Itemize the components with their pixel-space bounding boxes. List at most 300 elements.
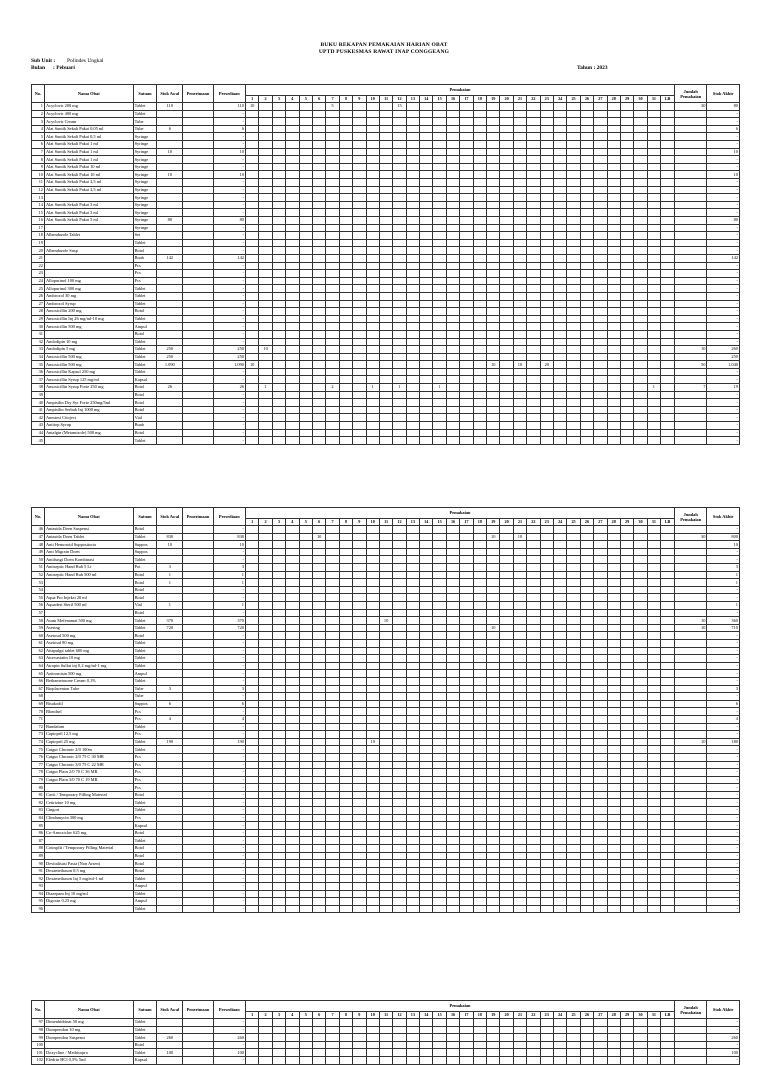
row-number: 64 (32, 662, 45, 670)
daily-usage-cell (272, 753, 285, 761)
daily-usage-cell (487, 860, 500, 868)
daily-usage-cell (540, 141, 553, 149)
daily-usage-cell (353, 391, 366, 399)
daily-usage-cell (353, 300, 366, 308)
daily-usage-cell (446, 1034, 459, 1042)
row-number: 87 (32, 837, 45, 845)
daily-usage-cell (553, 814, 566, 822)
daily-usage-cell (299, 277, 312, 285)
daily-usage-cell (553, 338, 566, 346)
daily-usage-cell (406, 791, 419, 799)
daily-usage-cell (272, 323, 285, 331)
drug-unit: Botol (133, 330, 157, 338)
daily-usage-cell (339, 437, 352, 445)
daily-usage-cell (460, 700, 473, 708)
daily-usage-cell (460, 179, 473, 187)
closing-stock: - (707, 270, 740, 278)
daily-usage-cell (245, 232, 258, 240)
daily-usage-cell (594, 898, 607, 906)
daily-usage-cell (393, 353, 406, 361)
daily-usage-cell (245, 677, 258, 685)
daily-usage-cell (393, 1019, 406, 1027)
daily-usage-cell (420, 194, 433, 202)
daily-usage-cell (245, 429, 258, 437)
drug-unit: Syringe (133, 163, 157, 171)
daily-usage-cell (567, 209, 580, 217)
receipt (183, 300, 213, 308)
daily-usage-cell (513, 647, 526, 655)
daily-usage-cell (446, 376, 459, 384)
daily-usage-cell (594, 883, 607, 891)
drug-unit: Tablet (133, 746, 157, 754)
daily-usage-cell (379, 837, 392, 845)
daily-usage-cell (513, 602, 526, 610)
daily-usage-cell (620, 556, 633, 564)
daily-usage-cell (299, 209, 312, 217)
daily-usage-cell (473, 579, 486, 587)
daily-usage-cell (607, 753, 620, 761)
daily-usage-cell (553, 133, 566, 141)
daily-usage-cell (259, 632, 272, 640)
row-number: 17 (32, 224, 45, 232)
daily-usage-cell (580, 277, 593, 285)
daily-usage-cell (339, 399, 352, 407)
drug-name: Alat Suntik Sekali Pakai 0,05 ml (44, 125, 133, 133)
daily-usage-cell (580, 632, 593, 640)
daily-usage-cell (460, 346, 473, 354)
daily-usage-cell (634, 526, 647, 534)
daily-usage-cell (620, 807, 633, 815)
total-usage (675, 1049, 707, 1057)
daily-usage-cell (299, 118, 312, 126)
daily-usage-cell (580, 746, 593, 754)
daily-usage-cell (406, 708, 419, 716)
daily-usage-cell (661, 429, 675, 437)
daily-usage-cell (446, 330, 459, 338)
total-usage (675, 556, 707, 564)
daily-usage-cell (607, 179, 620, 187)
daily-usage-cell (460, 708, 473, 716)
daily-usage-cell (353, 609, 366, 617)
daily-usage-cell (594, 723, 607, 731)
daily-usage-cell (406, 822, 419, 830)
opening-stock: 720 (157, 624, 183, 632)
daily-usage-cell (527, 845, 540, 853)
daily-usage-cell (567, 769, 580, 777)
row-number: 12 (32, 186, 45, 194)
closing-stock: 3 (707, 564, 740, 572)
daily-usage-cell (339, 194, 352, 202)
daily-usage-cell (259, 579, 272, 587)
daily-usage-cell (540, 799, 553, 807)
daily-usage-cell (513, 429, 526, 437)
daily-usage-cell (500, 609, 513, 617)
opening-stock (157, 163, 183, 171)
daily-usage-cell (259, 118, 272, 126)
daily-usage-cell (312, 670, 325, 678)
daily-usage-cell (473, 209, 486, 217)
row-number: 74 (32, 738, 45, 746)
daily-usage-cell (500, 110, 513, 118)
daily-usage-cell (527, 647, 540, 655)
table-row (32, 141, 740, 149)
day-header: 29 (620, 1011, 633, 1019)
daily-usage-cell (473, 1034, 486, 1042)
daily-usage-cell (326, 746, 339, 754)
opening-stock (157, 224, 183, 232)
row-number: 81 (32, 791, 45, 799)
table-row (32, 655, 740, 663)
daily-usage-cell (366, 239, 379, 247)
daily-usage-cell (500, 814, 513, 822)
daily-usage-cell (299, 852, 312, 860)
daily-usage-cell (446, 807, 459, 815)
daily-usage-cell (379, 556, 392, 564)
daily-usage-cell (460, 905, 473, 913)
table-row (32, 125, 740, 133)
daily-usage-cell (433, 239, 446, 247)
daily-usage-cell (567, 541, 580, 549)
daily-usage-cell (312, 262, 325, 270)
daily-usage-cell (353, 376, 366, 384)
daily-usage-cell (353, 368, 366, 376)
daily-usage-cell (513, 148, 526, 156)
daily-usage-cell (634, 224, 647, 232)
closing-stock: 3 (707, 685, 740, 693)
daily-usage-cell (661, 883, 675, 891)
daily-usage-cell (553, 346, 566, 354)
daily-usage-cell (245, 141, 258, 149)
daily-usage-cell (379, 867, 392, 875)
total-usage (675, 437, 707, 445)
daily-usage-cell (420, 609, 433, 617)
day-header: 6 (312, 518, 325, 526)
daily-usage-cell (460, 391, 473, 399)
daily-usage-cell (580, 738, 593, 746)
daily-usage-cell (473, 685, 486, 693)
daily-usage-cell (607, 399, 620, 407)
daily-usage-cell (259, 141, 272, 149)
daily-usage-cell (620, 647, 633, 655)
opening-stock (157, 414, 183, 422)
daily-usage-cell (286, 791, 299, 799)
daily-usage-cell (540, 209, 553, 217)
daily-usage-cell (245, 685, 258, 693)
daily-usage-cell (379, 647, 392, 655)
daily-usage-cell (553, 308, 566, 316)
daily-usage-cell (473, 201, 486, 209)
usage-table (31, 507, 740, 913)
receipt (183, 270, 213, 278)
daily-usage-cell (594, 422, 607, 430)
daily-usage-cell (540, 602, 553, 610)
daily-usage-cell (594, 247, 607, 255)
daily-usage-cell (634, 247, 647, 255)
daily-usage-cell (393, 776, 406, 784)
daily-usage-cell (245, 533, 258, 541)
daily-usage-cell (326, 799, 339, 807)
daily-usage-cell (473, 224, 486, 232)
receipt (183, 753, 213, 761)
daily-usage-cell (272, 609, 285, 617)
daily-usage-cell (527, 753, 540, 761)
daily-usage-cell (473, 353, 486, 361)
daily-usage-cell (513, 414, 526, 422)
daily-usage-cell (473, 670, 486, 678)
daily-usage-cell (366, 346, 379, 354)
drug-name: Amoxicillin Syrup Forte 250 mg (44, 384, 133, 392)
daily-usage-cell (312, 753, 325, 761)
supply: - (213, 761, 245, 769)
daily-usage-cell (634, 353, 647, 361)
day-header: 29 (620, 518, 633, 526)
daily-usage-cell (607, 526, 620, 534)
daily-usage-cell (312, 761, 325, 769)
table-row (32, 429, 740, 437)
supply: 26 (213, 384, 245, 392)
daily-usage-cell (460, 845, 473, 853)
drug-name: Aqua Pro Injeksi 20 ml (44, 594, 133, 602)
day-header: 12 (393, 518, 406, 526)
daily-usage-cell (567, 670, 580, 678)
daily-usage-cell (379, 1019, 392, 1027)
daily-usage-cell (420, 769, 433, 777)
daily-usage-cell (594, 1041, 607, 1049)
daily-usage-cell (553, 883, 566, 891)
daily-usage-cell (286, 769, 299, 777)
daily-usage-cell (420, 338, 433, 346)
daily-usage-cell (339, 224, 352, 232)
daily-usage-cell (500, 723, 513, 731)
total-usage (675, 254, 707, 262)
daily-usage-cell (620, 292, 633, 300)
daily-usage-cell (353, 723, 366, 731)
daily-usage-cell (312, 867, 325, 875)
daily-usage-cell (580, 163, 593, 171)
daily-usage-cell (540, 125, 553, 133)
supply: - (213, 232, 245, 240)
total-usage (675, 700, 707, 708)
supply: - (213, 845, 245, 853)
daily-usage-cell (312, 171, 325, 179)
daily-usage-cell (594, 655, 607, 663)
daily-usage-cell (286, 814, 299, 822)
daily-usage-cell (634, 399, 647, 407)
drug-unit: Botol (133, 308, 157, 316)
daily-usage-cell (500, 270, 513, 278)
table-row (32, 898, 740, 906)
supply: - (213, 875, 245, 883)
daily-usage-cell (634, 1041, 647, 1049)
daily-usage-cell (272, 330, 285, 338)
receipt (183, 292, 213, 300)
daily-usage-cell (259, 548, 272, 556)
daily-usage-cell (513, 277, 526, 285)
daily-usage-cell (433, 148, 446, 156)
opening-stock (157, 526, 183, 534)
daily-usage-cell (433, 647, 446, 655)
daily-usage-cell (580, 247, 593, 255)
daily-usage-cell (272, 875, 285, 883)
daily-usage-cell (500, 330, 513, 338)
daily-usage-cell (540, 791, 553, 799)
daily-usage-cell (620, 533, 633, 541)
drug-unit: Syringe (133, 133, 157, 141)
daily-usage-cell (353, 640, 366, 648)
supply: - (213, 632, 245, 640)
daily-usage-cell (607, 594, 620, 602)
daily-usage-cell (406, 617, 419, 625)
daily-usage-cell (433, 262, 446, 270)
daily-usage-cell (339, 323, 352, 331)
row-number: 53 (32, 579, 45, 587)
daily-usage-cell (513, 624, 526, 632)
daily-usage-cell (286, 156, 299, 164)
daily-usage-cell (594, 285, 607, 293)
daily-usage-cell (567, 422, 580, 430)
opening-stock (157, 118, 183, 126)
receipt (183, 224, 213, 232)
daily-usage-cell (567, 761, 580, 769)
total-usage (675, 300, 707, 308)
day-header: 10 (366, 95, 379, 103)
daily-usage-cell (553, 376, 566, 384)
daily-usage-cell (553, 829, 566, 837)
daily-usage-cell (259, 723, 272, 731)
opening-stock (157, 133, 183, 141)
daily-usage-cell (446, 422, 459, 430)
daily-usage-cell (339, 602, 352, 610)
daily-usage-cell (567, 700, 580, 708)
daily-usage-cell (527, 292, 540, 300)
table-row (32, 723, 740, 731)
daily-usage-cell (420, 640, 433, 648)
drug-unit: Vial (133, 414, 157, 422)
daily-usage-cell (580, 179, 593, 187)
closing-stock: - (707, 209, 740, 217)
daily-usage-cell (647, 148, 660, 156)
daily-usage-cell (620, 270, 633, 278)
daily-usage-cell (620, 1057, 633, 1065)
closing-stock: - (707, 905, 740, 913)
daily-usage-cell (513, 556, 526, 564)
drug-unit: Buah (133, 254, 157, 262)
daily-usage-cell (594, 110, 607, 118)
daily-usage-cell (245, 799, 258, 807)
daily-usage-cell (446, 186, 459, 194)
drug-unit: Ampul (133, 883, 157, 891)
daily-usage-cell (353, 110, 366, 118)
daily-usage-cell (353, 217, 366, 225)
supply: 10 (213, 171, 245, 179)
daily-usage-cell (620, 738, 633, 746)
supply: - (213, 586, 245, 594)
closing-stock: - (707, 708, 740, 716)
day-header: 28 (607, 518, 620, 526)
daily-usage-cell (393, 822, 406, 830)
daily-usage-cell (634, 156, 647, 164)
daily-usage-cell (460, 315, 473, 323)
daily-usage-cell: 10 (513, 361, 526, 369)
daily-usage-cell (286, 829, 299, 837)
closing-stock: - (707, 437, 740, 445)
daily-usage-cell (286, 852, 299, 860)
daily-usage-cell (433, 890, 446, 898)
row-number: 62 (32, 647, 45, 655)
day-header: 24 (553, 1011, 566, 1019)
daily-usage-cell (259, 437, 272, 445)
daily-usage-cell (312, 685, 325, 693)
daily-usage-cell (607, 330, 620, 338)
table-row (32, 338, 740, 346)
daily-usage-cell (299, 715, 312, 723)
daily-usage-cell (393, 655, 406, 663)
closing-stock: - (707, 769, 740, 777)
daily-usage-cell (553, 368, 566, 376)
daily-usage-cell (366, 715, 379, 723)
daily-usage-cell (661, 867, 675, 875)
day-header: 3 (272, 518, 285, 526)
daily-usage-cell (420, 624, 433, 632)
daily-usage-cell (245, 746, 258, 754)
daily-usage-cell (406, 867, 419, 875)
daily-usage-cell (620, 822, 633, 830)
daily-usage-cell (393, 308, 406, 316)
drug-unit: Tablet (133, 1019, 157, 1027)
daily-usage-cell (594, 579, 607, 587)
total-usage (675, 548, 707, 556)
closing-stock: - (707, 586, 740, 594)
daily-usage-cell (420, 898, 433, 906)
daily-usage-cell (406, 852, 419, 860)
daily-usage-cell (326, 323, 339, 331)
daily-usage-cell (513, 133, 526, 141)
daily-usage-cell (500, 376, 513, 384)
row-number: 89 (32, 852, 45, 860)
daily-usage-cell (460, 277, 473, 285)
daily-usage-cell (259, 217, 272, 225)
drug-unit: Tablet (133, 239, 157, 247)
daily-usage-cell (487, 1049, 500, 1057)
col-closing-stock-header: Stok Akhir (707, 508, 740, 526)
daily-usage-cell (339, 338, 352, 346)
opening-stock (157, 731, 183, 739)
daily-usage-cell (553, 624, 566, 632)
daily-usage-cell (299, 194, 312, 202)
daily-usage-cell (594, 617, 607, 625)
daily-usage-cell (406, 571, 419, 579)
row-number: 34 (32, 353, 45, 361)
daily-usage-cell (446, 708, 459, 716)
daily-usage-cell (553, 602, 566, 610)
daily-usage-cell (420, 406, 433, 414)
daily-usage-cell (339, 262, 352, 270)
drug-name (44, 715, 133, 723)
table-row (32, 437, 740, 445)
daily-usage-cell (433, 232, 446, 240)
row-number: 4 (32, 125, 45, 133)
daily-usage-cell (607, 308, 620, 316)
daily-usage-cell (326, 209, 339, 217)
daily-usage-cell (567, 814, 580, 822)
drug-unit: Pcs (133, 761, 157, 769)
opening-stock (157, 586, 183, 594)
daily-usage-cell (540, 148, 553, 156)
total-usage (675, 368, 707, 376)
daily-usage-cell (540, 632, 553, 640)
daily-usage-cell (540, 414, 553, 422)
daily-usage-cell (607, 662, 620, 670)
